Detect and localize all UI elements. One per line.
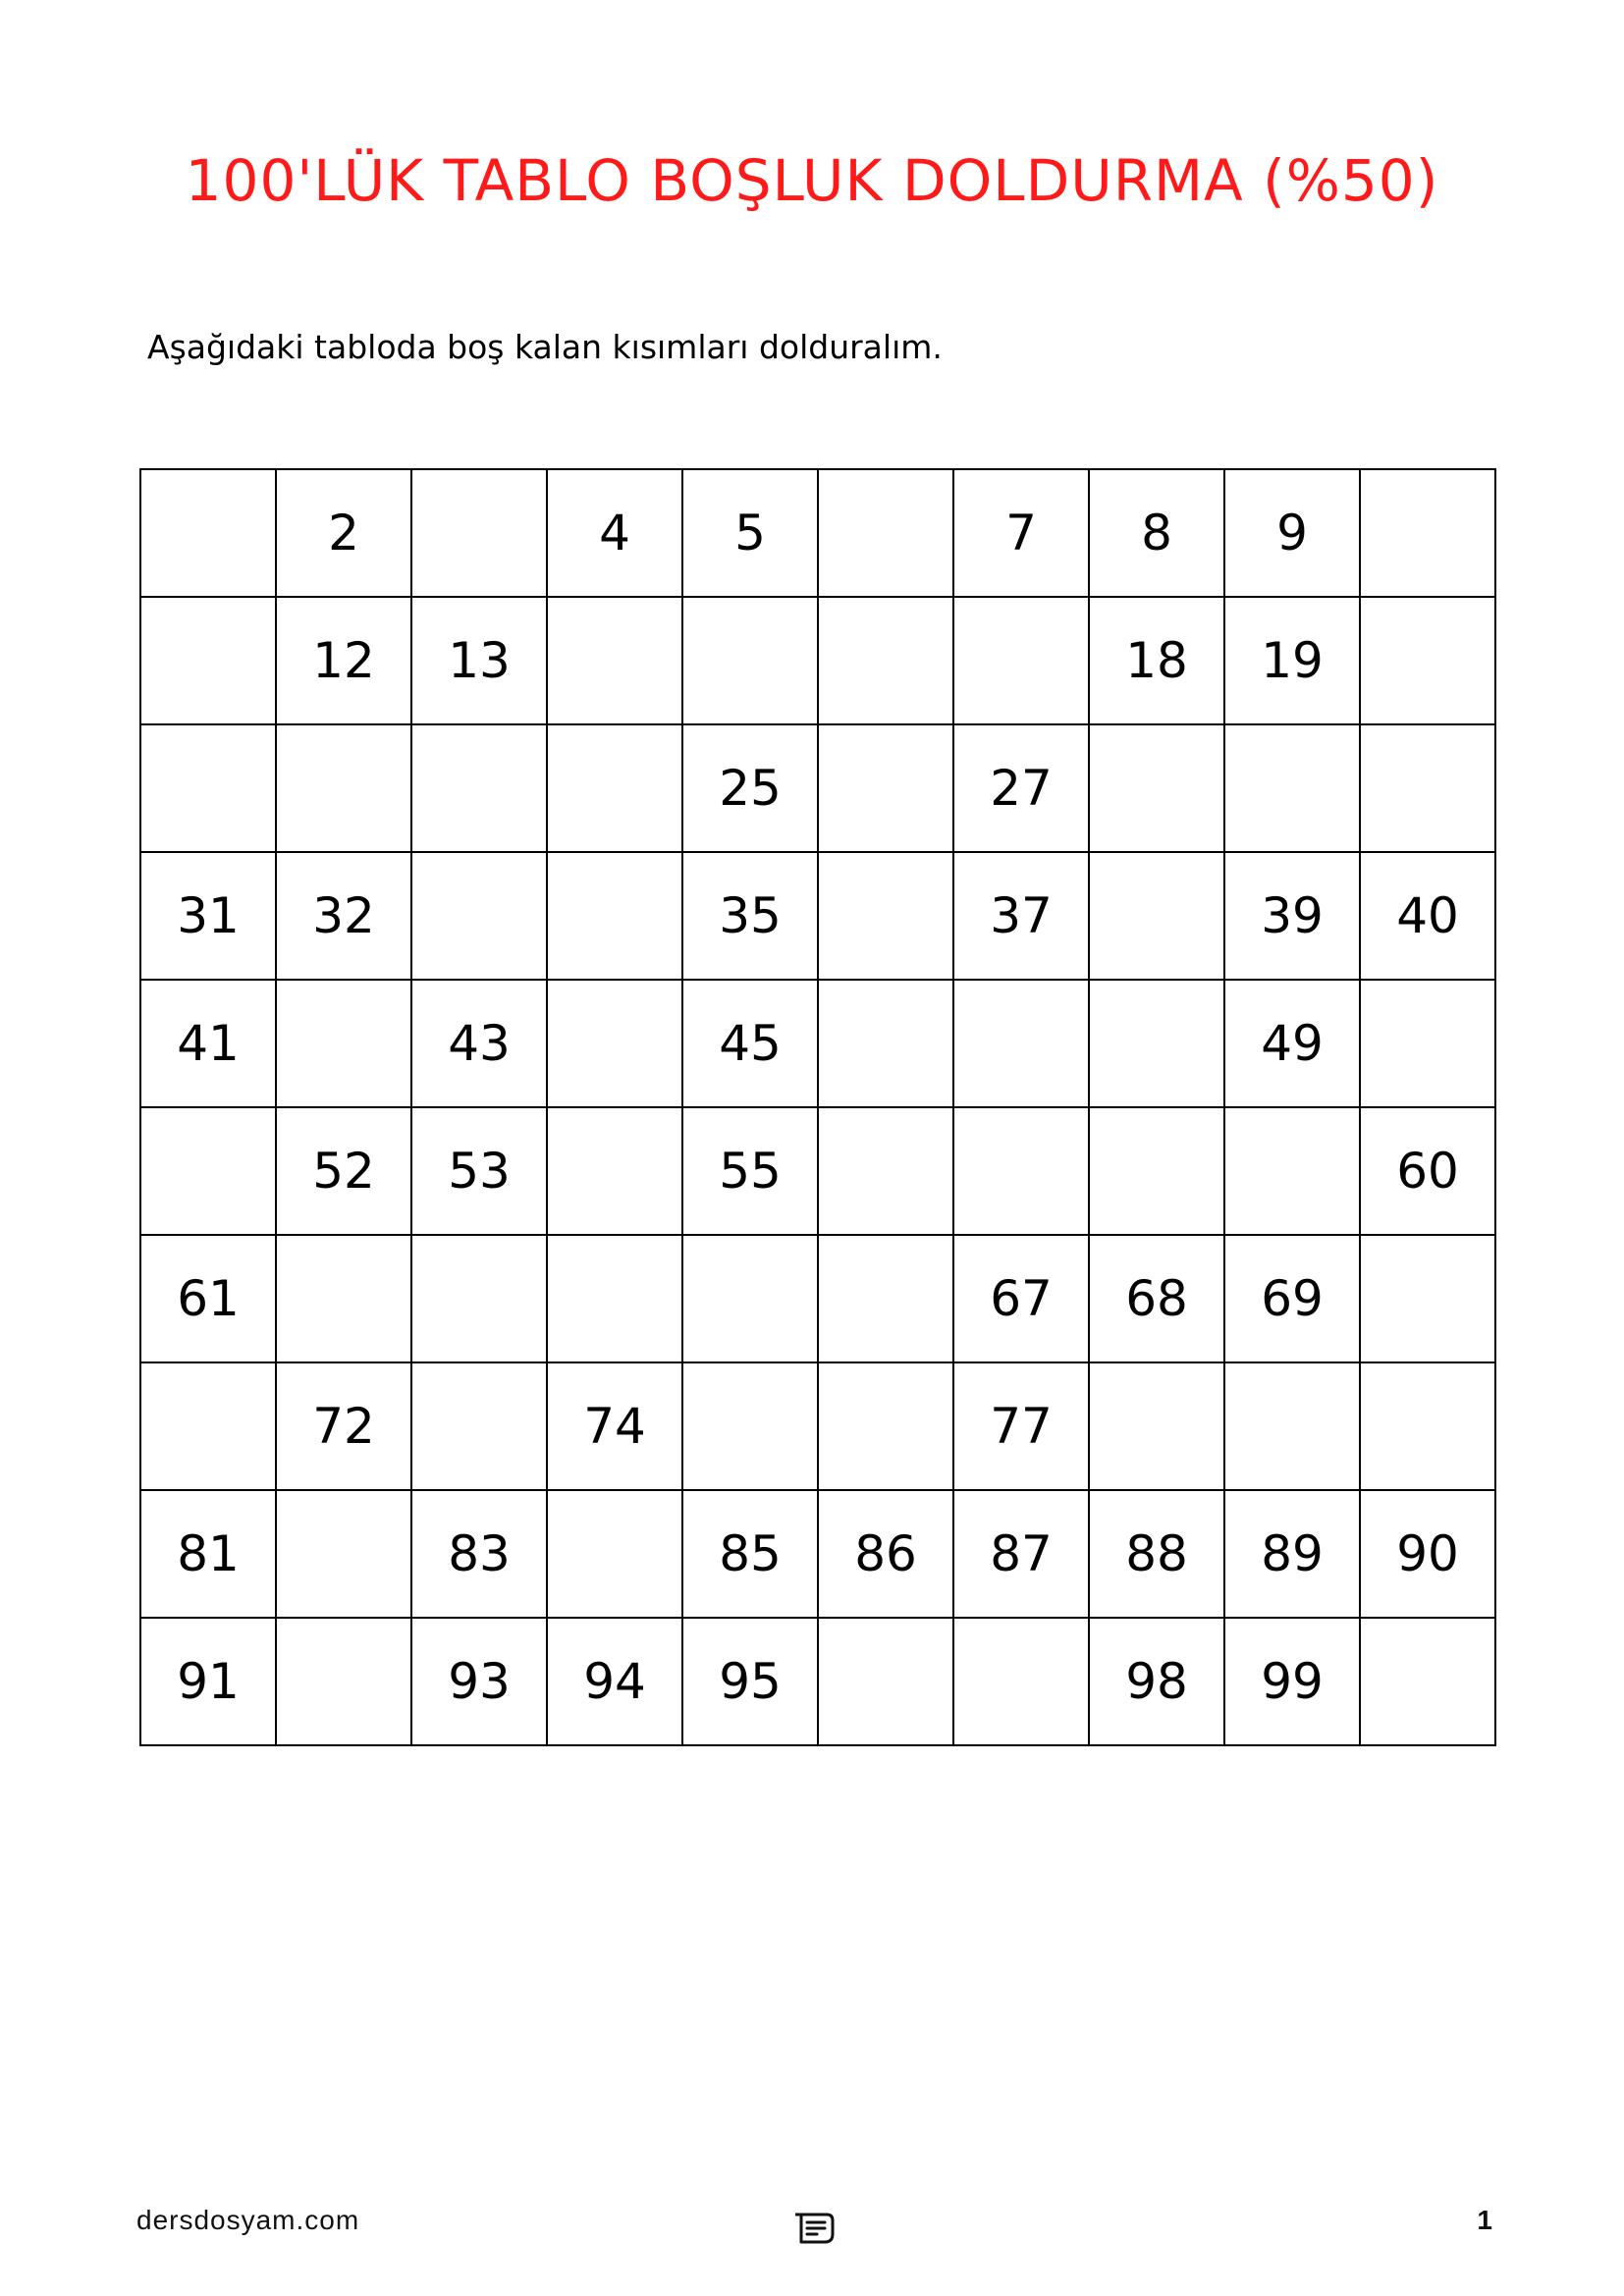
table-row [140, 1235, 1495, 1362]
page-number: 1 [1477, 2205, 1492, 2235]
blank-cell[interactable] [1224, 1362, 1360, 1490]
number-cell: 68 [1089, 1235, 1224, 1362]
blank-cell[interactable] [953, 597, 1089, 724]
blank-cell[interactable] [818, 724, 953, 852]
number-cell: 19 [1224, 597, 1360, 724]
blank-cell[interactable] [1360, 469, 1495, 597]
blank-cell[interactable] [818, 469, 953, 597]
blank-cell[interactable] [818, 597, 953, 724]
number-cell: 55 [682, 1107, 818, 1235]
number-cell: 99 [1224, 1618, 1360, 1745]
blank-cell[interactable] [818, 980, 953, 1107]
blank-cell[interactable] [953, 980, 1089, 1107]
blank-cell[interactable] [953, 1107, 1089, 1235]
number-cell: 27 [953, 724, 1089, 852]
table-row [140, 1618, 1495, 1745]
number-cell: 43 [411, 980, 547, 1107]
page-title: 100'LÜK TABLO BOŞLUK DOLDURMA (%50) [185, 147, 1439, 214]
hundred-chart-table [139, 468, 1496, 1746]
number-cell: 74 [547, 1362, 682, 1490]
blank-cell[interactable] [1089, 1107, 1224, 1235]
footer-site-name: dersdosyam.com [136, 2205, 360, 2235]
number-cell: 61 [140, 1235, 276, 1362]
blank-cell[interactable] [953, 1618, 1089, 1745]
blank-cell[interactable] [1224, 724, 1360, 852]
number-cell: 98 [1089, 1618, 1224, 1745]
blank-cell[interactable] [276, 1618, 411, 1745]
blank-cell[interactable] [1360, 724, 1495, 852]
number-cell: 37 [953, 852, 1089, 980]
table-row [140, 597, 1495, 724]
number-cell: 72 [276, 1362, 411, 1490]
number-cell: 13 [411, 597, 547, 724]
number-cell: 88 [1089, 1490, 1224, 1618]
blank-cell[interactable] [1360, 1362, 1495, 1490]
document-logo-icon [793, 2209, 839, 2248]
number-cell: 91 [140, 1618, 276, 1745]
instruction-text: Aşağıdaki tabloda boş kalan kısımları dolduralım. [147, 328, 943, 366]
blank-cell[interactable] [682, 1362, 818, 1490]
number-cell: 40 [1360, 852, 1495, 980]
number-cell: 31 [140, 852, 276, 980]
number-cell: 81 [140, 1490, 276, 1618]
number-cell: 52 [276, 1107, 411, 1235]
number-cell: 9 [1224, 469, 1360, 597]
number-cell: 41 [140, 980, 276, 1107]
blank-cell[interactable] [818, 1618, 953, 1745]
number-cell: 77 [953, 1362, 1089, 1490]
blank-cell[interactable] [547, 852, 682, 980]
number-cell: 39 [1224, 852, 1360, 980]
blank-cell[interactable] [276, 1490, 411, 1618]
number-cell: 8 [1089, 469, 1224, 597]
blank-cell[interactable] [411, 852, 547, 980]
table-row [140, 724, 1495, 852]
blank-cell[interactable] [818, 1235, 953, 1362]
number-cell: 89 [1224, 1490, 1360, 1618]
table-row [140, 980, 1495, 1107]
number-cell: 7 [953, 469, 1089, 597]
number-cell: 83 [411, 1490, 547, 1618]
blank-cell[interactable] [547, 980, 682, 1107]
blank-cell[interactable] [140, 597, 276, 724]
number-cell: 85 [682, 1490, 818, 1618]
table-row [140, 469, 1495, 597]
number-cell: 87 [953, 1490, 1089, 1618]
number-cell: 45 [682, 980, 818, 1107]
blank-cell[interactable] [140, 469, 276, 597]
blank-cell[interactable] [682, 597, 818, 724]
blank-cell[interactable] [1360, 980, 1495, 1107]
blank-cell[interactable] [1089, 980, 1224, 1107]
number-cell: 49 [1224, 980, 1360, 1107]
number-cell: 90 [1360, 1490, 1495, 1618]
blank-cell[interactable] [411, 1235, 547, 1362]
blank-cell[interactable] [1089, 1362, 1224, 1490]
blank-cell[interactable] [818, 1362, 953, 1490]
number-cell: 32 [276, 852, 411, 980]
blank-cell[interactable] [547, 724, 682, 852]
table-row [140, 1107, 1495, 1235]
number-cell: 67 [953, 1235, 1089, 1362]
blank-cell[interactable] [1360, 1618, 1495, 1745]
document-logo-svg [793, 2209, 839, 2248]
blank-cell[interactable] [818, 1107, 953, 1235]
blank-cell[interactable] [547, 1490, 682, 1618]
blank-cell[interactable] [1360, 1235, 1495, 1362]
blank-cell[interactable] [276, 980, 411, 1107]
blank-cell[interactable] [682, 1235, 818, 1362]
number-cell: 4 [547, 469, 682, 597]
number-cell: 93 [411, 1618, 547, 1745]
number-cell: 53 [411, 1107, 547, 1235]
table-row [140, 1490, 1495, 1618]
blank-cell[interactable] [276, 724, 411, 852]
blank-cell[interactable] [140, 1362, 276, 1490]
number-cell: 2 [276, 469, 411, 597]
blank-cell[interactable] [547, 1107, 682, 1235]
blank-cell[interactable] [1360, 597, 1495, 724]
blank-cell[interactable] [140, 1107, 276, 1235]
blank-cell[interactable] [1089, 724, 1224, 852]
number-cell: 86 [818, 1490, 953, 1618]
number-cell: 18 [1089, 597, 1224, 724]
number-cell: 12 [276, 597, 411, 724]
number-cell: 94 [547, 1618, 682, 1745]
blank-cell[interactable] [818, 852, 953, 980]
number-cell: 35 [682, 852, 818, 980]
table-row [140, 1362, 1495, 1490]
blank-cell[interactable] [140, 724, 276, 852]
number-cell: 5 [682, 469, 818, 597]
blank-cell[interactable] [411, 469, 547, 597]
blank-cell[interactable] [411, 1362, 547, 1490]
blank-cell[interactable] [1089, 852, 1224, 980]
blank-cell[interactable] [411, 724, 547, 852]
number-cell: 95 [682, 1618, 818, 1745]
number-cell: 60 [1360, 1107, 1495, 1235]
blank-cell[interactable] [547, 597, 682, 724]
number-cell: 25 [682, 724, 818, 852]
blank-cell[interactable] [1224, 1107, 1360, 1235]
number-cell: 69 [1224, 1235, 1360, 1362]
blank-cell[interactable] [276, 1235, 411, 1362]
table-row [140, 852, 1495, 980]
blank-cell[interactable] [547, 1235, 682, 1362]
